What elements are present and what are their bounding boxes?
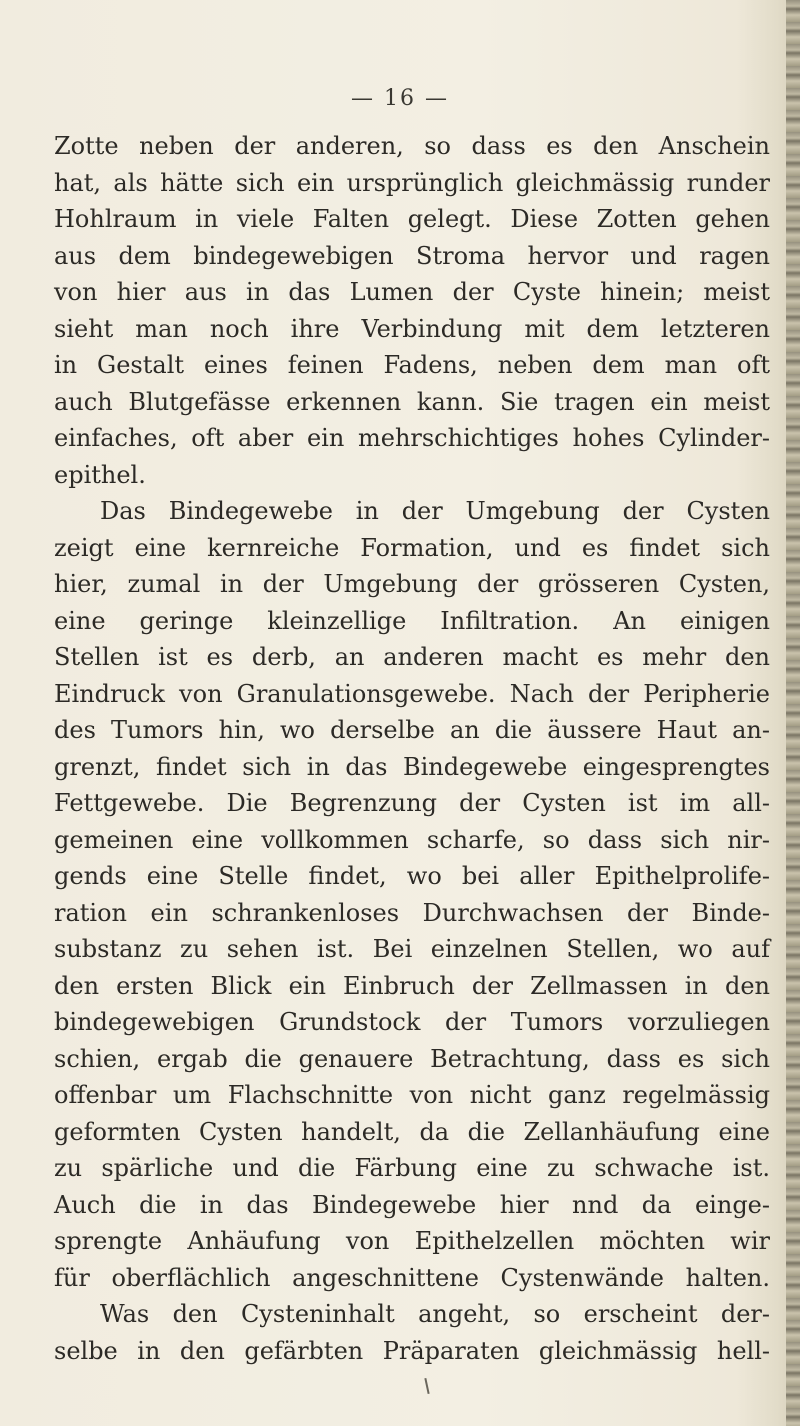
text-line: Eindruck von Granulationsgewebe. Nach der Peripherie <box>54 679 770 708</box>
ink-mark <box>424 1378 429 1394</box>
text-line: aus dem bindegewebigen Stroma hervor und ragen <box>54 241 770 270</box>
text-line: geformten Cysten handelt, da die Zellanhäufung eine <box>54 1117 770 1146</box>
text-line: zeigt eine kernreiche Formation, und es findet sich <box>54 533 770 562</box>
text-line: hier, zumal in der Umgebung der grösseren Cysten, <box>54 570 770 598</box>
text-line: gends eine Stelle findet, wo bei aller Epithelprolife- <box>54 862 770 890</box>
text-line: Auch die in das Bindegewebe hier nnd da einge- <box>54 1190 770 1219</box>
text-line: auch Blutgefässe erkennen kann. Sie tragen ein meist <box>54 387 770 416</box>
text-line: gemeinen eine vollkommen scharfe, so dass sich nir- <box>54 825 770 854</box>
text-line: einfaches, oft aber ein mehrschichtiges hohes Cylinder- <box>54 424 770 452</box>
text-line: selbe in den gefärbten Präparaten gleichmässig hell- <box>54 1336 770 1365</box>
text-line: grenzt, findet sich in das Bindegewebe eingesprengtes <box>54 752 770 781</box>
book-binding-edge <box>786 0 800 1426</box>
text-line: Zotte neben der anderen, so dass es den Anschein <box>54 132 770 160</box>
page-number: — 16 — <box>351 86 449 111</box>
text-line: in Gestalt eines feinen Fadens, neben dem man oft <box>54 351 770 379</box>
text-line: bindegewebigen Grundstock der Tumors vorzuliegen <box>54 1008 770 1036</box>
body-text <box>54 128 770 1369</box>
text-line: schien, ergab die genauere Betrachtung, dass es sich <box>54 1044 770 1073</box>
text-line: Stellen ist es derb, an anderen macht es mehr den <box>54 643 770 671</box>
text-line: eine geringe kleinzellige Infiltration. An einigen <box>54 606 770 635</box>
text-line: epithel. <box>54 460 146 489</box>
text-line: ration ein schrankenloses Durchwachsen der Binde- <box>54 898 770 927</box>
text-line: den ersten Blick ein Einbruch der Zellmassen in den <box>54 971 770 1000</box>
text-line: des Tumors hin, wo derselbe an die äussere Haut an- <box>54 716 770 744</box>
text-line: hat, als hätte sich ein ursprünglich gleichmässig runder <box>54 168 770 197</box>
paragraph-start-line: Was den Cysteninhalt angeht, so erscheint der- <box>100 1300 770 1328</box>
text-line: sieht man noch ihre Verbindung mit dem letzteren <box>54 314 770 343</box>
text-line: für oberflächlich angeschnittene Cystenwände halten. <box>54 1263 770 1292</box>
text-line: sprengte Anhäufung von Epithelzellen möchten wir <box>54 1227 770 1255</box>
text-line: offenbar um Flachschnitte von nicht ganz regelmässig <box>54 1081 770 1109</box>
text-line: von hier aus in das Lumen der Cyste hinein; meist <box>54 278 770 306</box>
text-line: Fettgewebe. Die Begrenzung der Cysten ist im all- <box>54 789 770 817</box>
paragraph-start-line: Das Bindegewebe in der Umgebung der Cysten <box>100 497 770 525</box>
text-line: zu spärliche und die Färbung eine zu schwache ist. <box>54 1154 770 1182</box>
text-line: Hohlraum in viele Falten gelegt. Diese Zotten gehen <box>54 205 770 233</box>
text-line: substanz zu sehen ist. Bei einzelnen Stellen, wo auf <box>54 935 770 963</box>
